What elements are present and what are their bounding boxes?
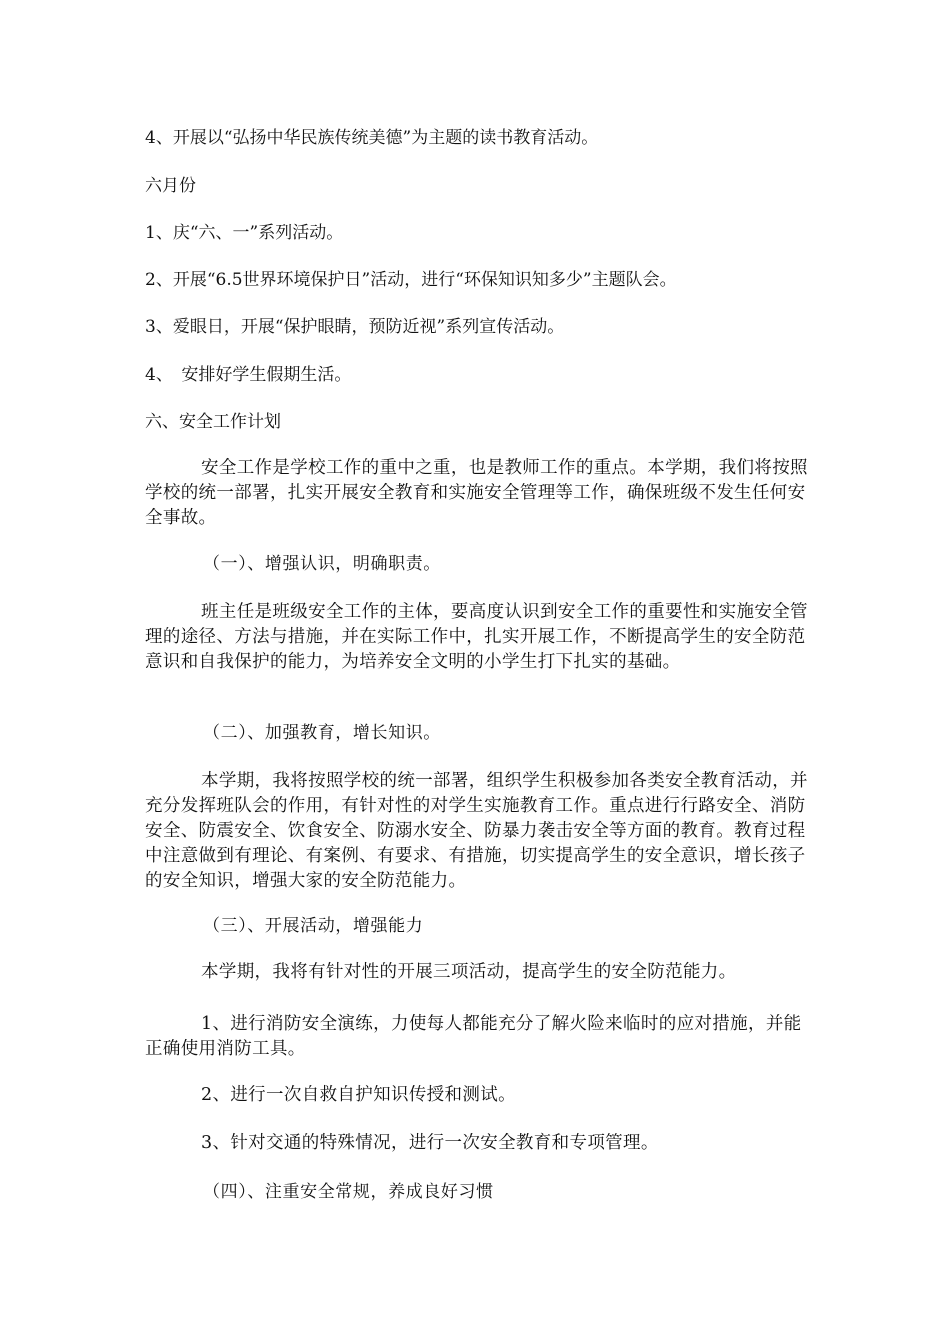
section-3-item-3: 3、针对交通的特殊情况，进行一次安全教育和专项管理。 [201, 1133, 659, 1153]
safety-plan-heading: 六、安全工作计划 [145, 412, 281, 432]
section-1-paragraph: 班主任是班级安全工作的主体，要高度认识到安全工作的重要性和实施安全管理的途径、方法与措施，并在实际工作中，扎实开展工作，不断提高学生的安全防范意识和自我保护的能力，为培养安全文明的小学生打下扎实的基础。 [145, 602, 808, 672]
june-heading: 六月份 [145, 176, 196, 196]
section-3-intro: 本学期，我将有针对性的开展三项活动，提高学生的安全防范能力。 [201, 962, 737, 982]
june-item-1: 1、庆“六、一”系列活动。 [145, 223, 344, 243]
section-3-item-2: 2、进行一次自救自护知识传授和测试。 [201, 1085, 516, 1105]
june-item-2: 2、开展“6.5世界环境保护日”活动，进行“环保知识知多少”主题队会。 [145, 270, 677, 290]
june-item-3: 3、爱眼日，开展“保护眼睛，预防近视”系列宣传活动。 [145, 317, 565, 337]
section-4-heading: （四）、注重安全常规，养成良好习惯 [203, 1182, 494, 1202]
section-2-paragraph: 本学期，我将按照学校的统一部署，组织学生积极参加各类安全教育活动，并充分发挥班队会的作用，有针对性的对学生实施教育工作。重点进行行路安全、消防安全、防震安全、饮食安全、防溺水安全、防暴力袭击安全等方面的教育。教育过程中注意做到有理论、有案例、有要求、有措施，切实提高学生的安全意识，增长孩子的安全知识，增强大家的安全防范能力。 [145, 771, 808, 891]
reading-activity-line: 4、开展以“弘扬中华民族传统美德”为主题的读书教育活动。 [145, 128, 599, 148]
section-1-heading: （一）、增强认识，明确职责。 [203, 554, 441, 574]
section-3-item-1: 1、进行消防安全演练，力使每人都能充分了解火险来临时的应对措施，并能正确使用消防工具。 [145, 1014, 802, 1059]
june-item-4: 4、 安排好学生假期生活。 [145, 365, 352, 385]
section-3-heading: （三）、开展活动，增强能力 [203, 916, 424, 936]
safety-intro-paragraph: 安全工作是学校工作的重中之重，也是教师工作的重点。本学期，我们将按照学校的统一部署，扎实开展安全教育和实施安全管理等工作，确保班级不发生任何安全事故。 [145, 458, 808, 528]
section-2-heading: （二）、加强教育，增长知识。 [203, 723, 441, 743]
